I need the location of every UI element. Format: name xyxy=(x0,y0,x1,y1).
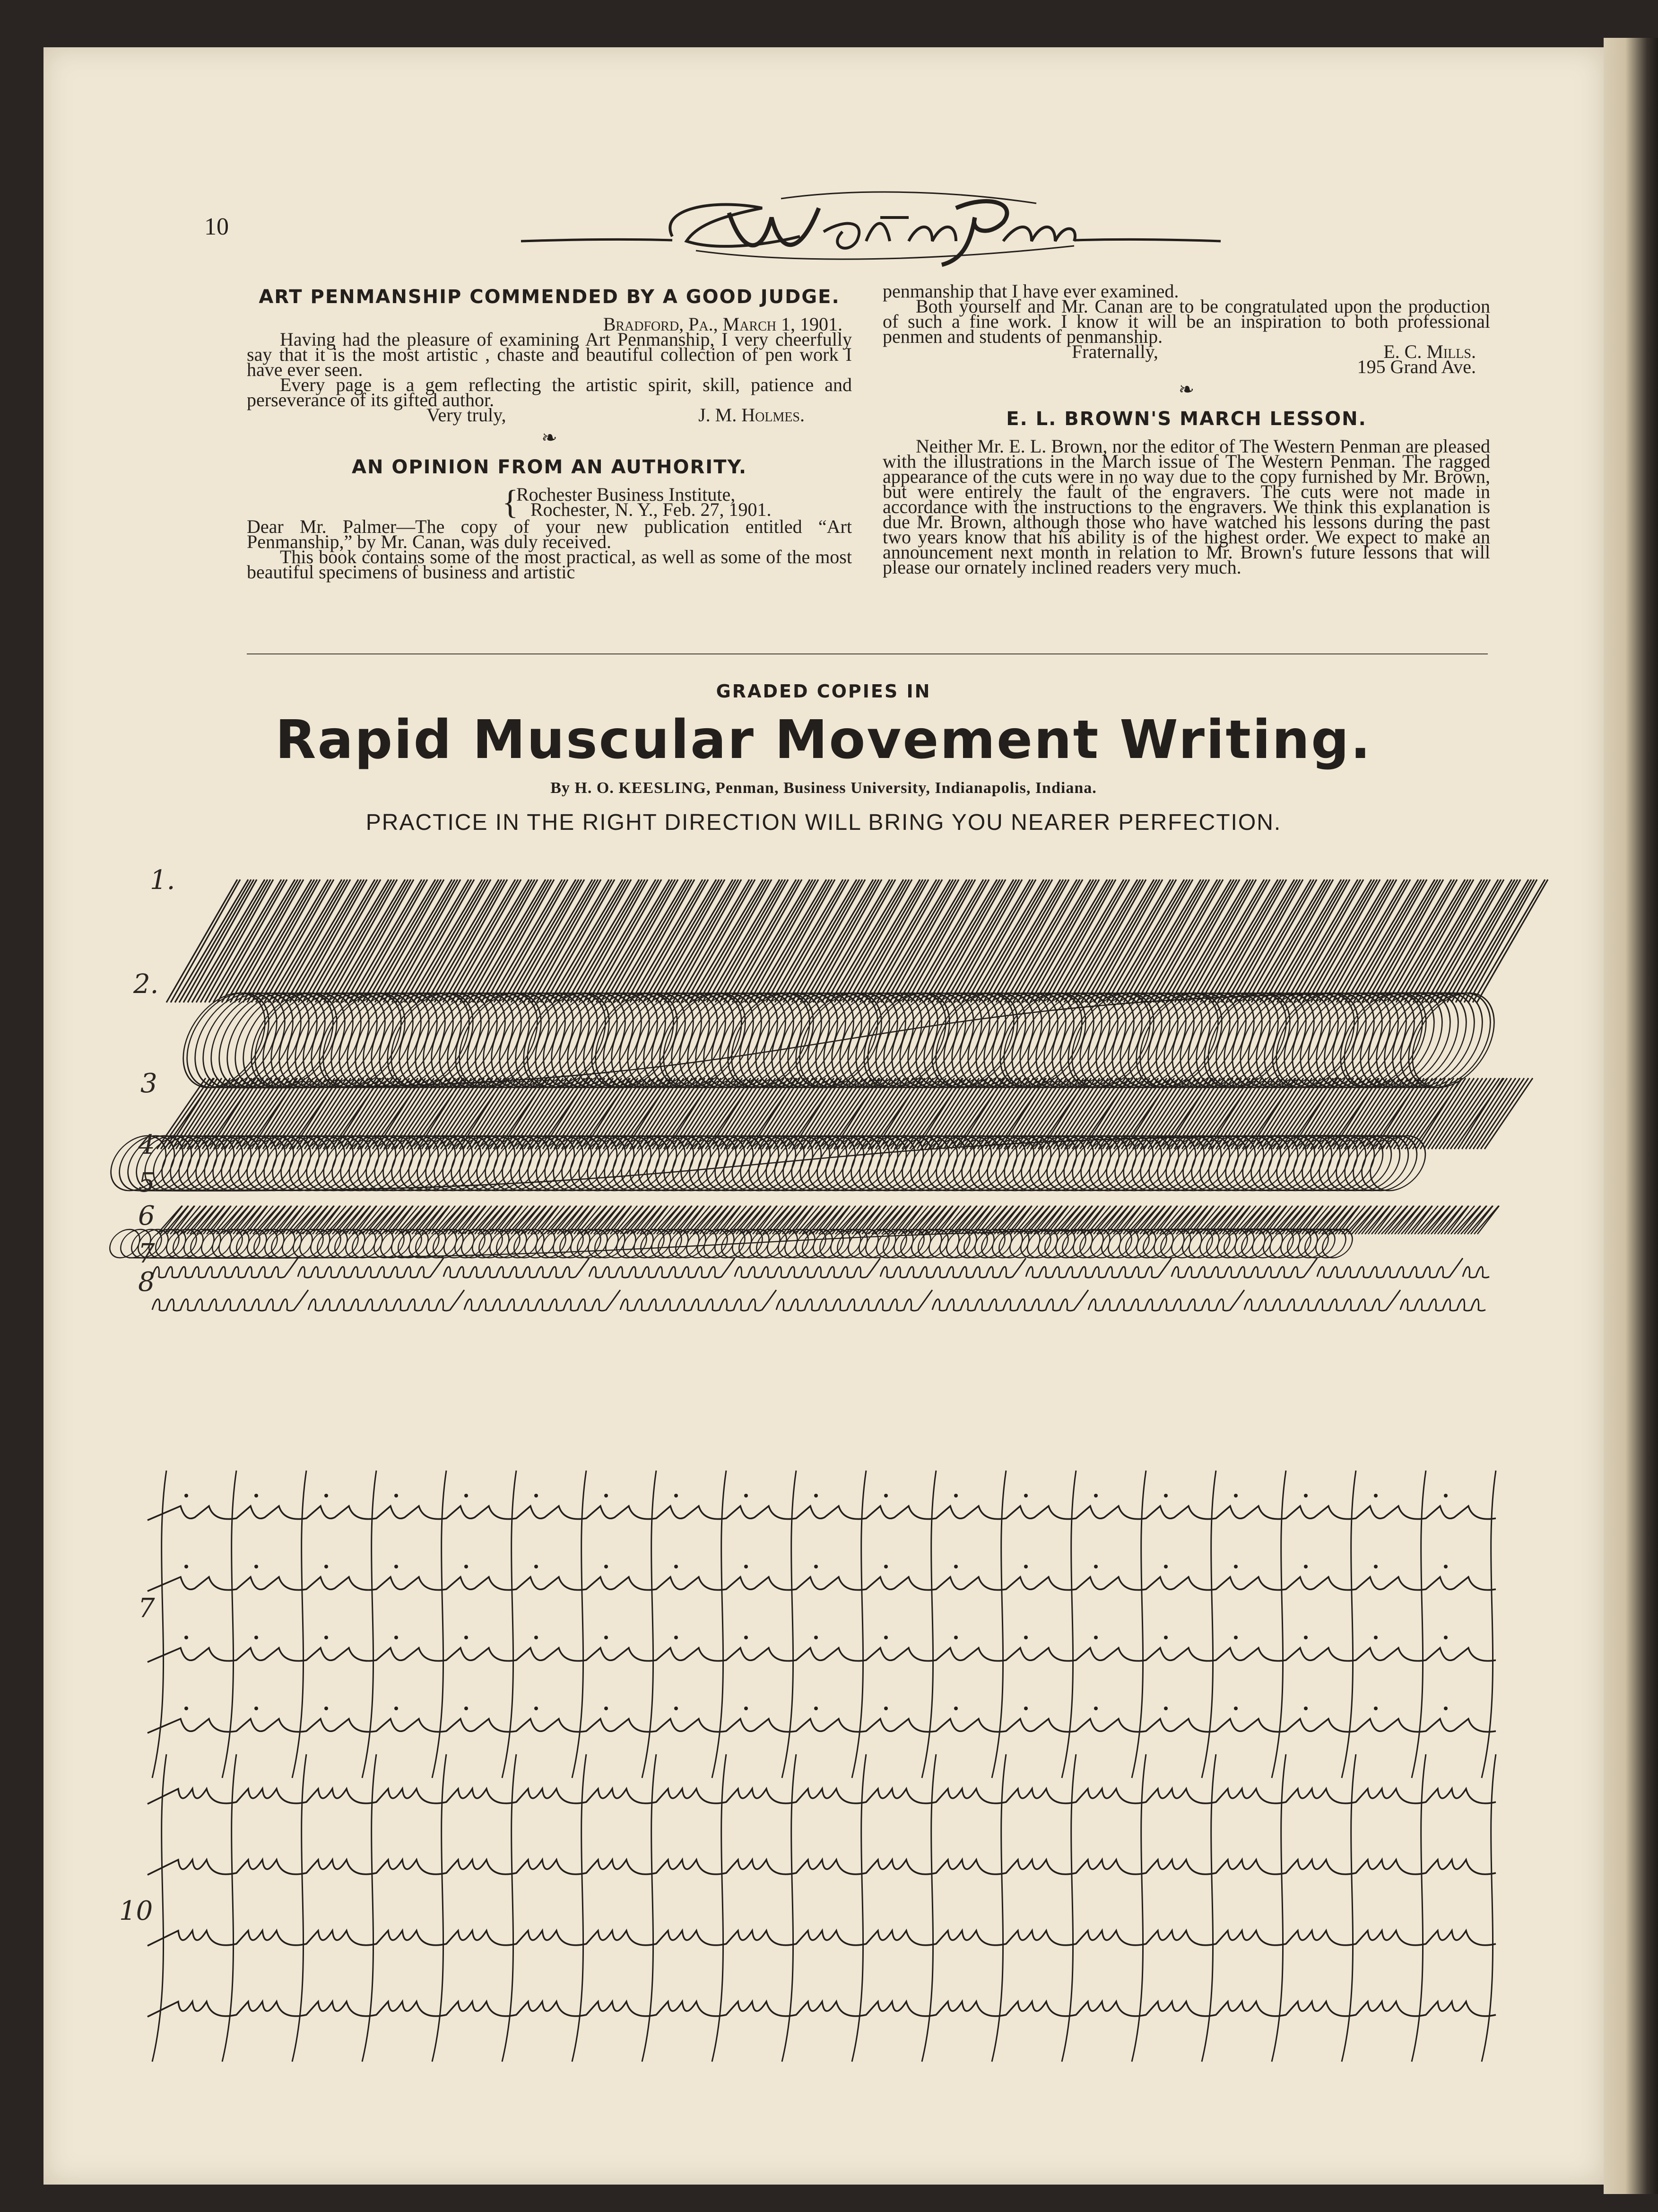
drill-number-1: 1. xyxy=(150,865,175,896)
i-dot xyxy=(954,1636,958,1639)
address-line1: Rochester Business Institute, xyxy=(516,484,736,505)
letter-row-stroke xyxy=(148,1719,1496,1733)
i-dot xyxy=(184,1565,188,1568)
letter-row-stroke xyxy=(148,2002,1496,2017)
i-dot xyxy=(814,1636,818,1639)
i-dot xyxy=(814,1707,818,1710)
i-dot xyxy=(184,1494,188,1498)
drill-ovals-6 xyxy=(106,1229,1356,1258)
i-dot xyxy=(604,1565,608,1568)
i-dot xyxy=(884,1707,888,1710)
i-dot xyxy=(1444,1636,1448,1639)
i-dot xyxy=(1304,1707,1308,1710)
i-dot xyxy=(884,1636,888,1639)
masthead-script-logo xyxy=(516,189,1225,270)
right-column xyxy=(883,280,1490,578)
drill-number-8: 8 xyxy=(138,1267,155,1298)
i-dot xyxy=(1374,1636,1378,1639)
signature-mills: E. C. Mills. xyxy=(1383,341,1476,362)
i-dot xyxy=(1024,1494,1028,1498)
drill-loops-7 xyxy=(152,1258,1489,1278)
drill-number-2: 2. xyxy=(133,969,159,1000)
magazine-page xyxy=(43,47,1604,2185)
address-line2: Rochester, N. Y., Feb. 27, 1901. xyxy=(530,499,772,520)
i-dot xyxy=(464,1565,468,1568)
i-dot xyxy=(884,1565,888,1568)
letter-row-stroke xyxy=(148,1506,1496,1520)
brace-icon: { xyxy=(502,483,519,521)
article-title-opinion: AN OPINION FROM AN AUTHORITY. xyxy=(351,456,747,478)
i-dot xyxy=(604,1494,608,1498)
article-title-brown-lesson: E. L. BROWN'S MARCH LESSON. xyxy=(1006,408,1367,430)
i-dot xyxy=(394,1707,398,1710)
i-dot xyxy=(254,1494,258,1498)
lesson-byline: By H. O. KEESLING, Penman, Business University, Indianapolis, Indiana. xyxy=(550,779,1097,797)
drill-letter-i-grid xyxy=(148,1471,1496,1778)
i-dot xyxy=(254,1636,258,1639)
i-dot xyxy=(464,1636,468,1639)
drill-number-6: 6 xyxy=(138,1201,155,1231)
drill-number-10: 10 xyxy=(119,1896,153,1926)
letter-row-stroke xyxy=(148,1931,1496,1946)
i-dot xyxy=(814,1494,818,1498)
i-dot xyxy=(534,1494,538,1498)
dateline-bradford: Bradford, Pa., March 1, 1901. xyxy=(603,314,842,335)
article-title-art-penmanship: ART PENMANSHIP COMMENDED BY A GOOD JUDGE. xyxy=(259,286,840,308)
fleuron-icon: ❧ xyxy=(541,427,557,448)
i-dot xyxy=(324,1565,328,1568)
i-dot xyxy=(1164,1565,1168,1568)
drill-illustration xyxy=(43,851,1604,2104)
article1-paragraph2: Every page is a gem reflecting the artistic spirit, skill, patience and perseverance of its gifted author. xyxy=(247,374,852,410)
i-dot xyxy=(1094,1707,1098,1710)
continuation-line: penmanship that I have ever examined. xyxy=(883,280,1179,302)
i-dot xyxy=(1024,1565,1028,1568)
i-dot xyxy=(1164,1494,1168,1498)
i-dot xyxy=(534,1565,538,1568)
i-dot xyxy=(604,1636,608,1639)
i-dot xyxy=(674,1707,678,1710)
lesson-title: Rapid Muscular Movement Writing. xyxy=(275,709,1372,771)
i-dot xyxy=(324,1707,328,1710)
loop-stroke-row xyxy=(152,1258,1489,1278)
address-grand-ave: 195 Grand Ave. xyxy=(1357,356,1476,377)
i-dot xyxy=(464,1494,468,1498)
lesson-subheading: GRADED COPIES IN xyxy=(716,681,931,702)
brown-paragraph: Neither Mr. E. L. Brown, nor the editor of The Western Penman are pleased with the illustrations in the March issue of The Western Penman. The ragged appearance of the cuts were in no way due to the copy furnished by Mr. Brown, but were entirely the fault of the engravers. The cuts were not made in accordance with the instructions to the engravers. We think this explanation is due Mr. Brown, although those who have watched his lessons during the past two years know that his ability is of the highest order. We expect to make an announcement next month in relation to Mr. Brown's future lessons that will please our ornately inclined readers very much. xyxy=(883,435,1490,578)
i-dot xyxy=(954,1494,958,1498)
i-dot xyxy=(1304,1565,1308,1568)
i-dot xyxy=(814,1565,818,1568)
i-dot xyxy=(1024,1636,1028,1639)
page-number: 10 xyxy=(204,213,229,240)
lesson-motto: PRACTICE IN THE RIGHT DIRECTION WILL BRING YOU NEARER PERFECTION. xyxy=(365,810,1282,835)
letter-row-stroke xyxy=(148,1860,1496,1875)
i-dot xyxy=(1374,1707,1378,1710)
i-dot xyxy=(1094,1494,1098,1498)
i-dot xyxy=(744,1707,748,1710)
drill-letter-u-grid xyxy=(148,1754,1496,2062)
masthead-logo xyxy=(516,189,1225,270)
i-dot xyxy=(1444,1565,1448,1568)
i-dot xyxy=(884,1494,888,1498)
letter-row-stroke xyxy=(148,1648,1496,1662)
i-dot xyxy=(604,1707,608,1710)
i-dot xyxy=(184,1707,188,1710)
adjacent-page-edge xyxy=(1604,38,1658,2194)
i-dot xyxy=(394,1636,398,1639)
letter-row-stroke xyxy=(148,1577,1496,1591)
left-column xyxy=(247,284,852,583)
drill-ovals-4 xyxy=(104,1135,1433,1191)
i-dot xyxy=(744,1636,748,1639)
i-dot xyxy=(534,1707,538,1710)
i-dot xyxy=(674,1636,678,1639)
signature-holmes: J. M. Holmes. xyxy=(698,404,805,426)
letter-row-stroke xyxy=(148,1789,1496,1804)
i-dot xyxy=(324,1636,328,1639)
i-dot xyxy=(1444,1707,1448,1710)
i-dot xyxy=(1234,1636,1238,1639)
i-dot xyxy=(1094,1636,1098,1639)
i-dot xyxy=(1234,1565,1238,1568)
i-dot xyxy=(1234,1494,1238,1498)
i-dot xyxy=(1234,1707,1238,1710)
penmanship-drills xyxy=(43,851,1604,2104)
drill-number-7b: 7 xyxy=(138,1593,155,1624)
address-block-rochester xyxy=(247,483,852,521)
drill-number-5: 5 xyxy=(138,1167,155,1198)
drill-number-4: 4 xyxy=(138,1130,155,1160)
drill-slant-strokes-1 xyxy=(166,880,1548,1002)
i-dot xyxy=(954,1707,958,1710)
i-dot xyxy=(954,1565,958,1568)
i-dot xyxy=(744,1494,748,1498)
i-dot xyxy=(1094,1565,1098,1568)
i-dot xyxy=(744,1565,748,1568)
closing-very-truly: Very truly, xyxy=(426,404,506,426)
i-dot xyxy=(394,1565,398,1568)
i-dot xyxy=(394,1494,398,1498)
article2-paragraph1: Dear Mr. Palmer—The copy of your new publication entitled “Art Penmanship,” by Mr. Canan, was duly received. xyxy=(247,516,852,552)
i-dot xyxy=(674,1494,678,1498)
i-dot xyxy=(1304,1494,1308,1498)
article2-paragraph2: This book contains some of the most practical, as well as some of the most beautiful specimens of business and artistic xyxy=(247,546,852,583)
mills-paragraph: Both yourself and Mr. Canan are to be congratulated upon the production of such a fine work. I know it will be an inspiration to both professional penmen and students of penmanship. xyxy=(883,296,1490,347)
slant-stroke-group xyxy=(166,880,1548,1002)
i-dot xyxy=(464,1707,468,1710)
i-dot xyxy=(254,1565,258,1568)
i-dot xyxy=(1164,1636,1168,1639)
i-dot xyxy=(1444,1494,1448,1498)
i-dot xyxy=(1164,1707,1168,1710)
i-dot xyxy=(254,1707,258,1710)
i-dot xyxy=(674,1565,678,1568)
i-dot xyxy=(184,1636,188,1639)
i-dot xyxy=(1374,1494,1378,1498)
drill-loops-8 xyxy=(152,1290,1485,1311)
loop-stroke-row xyxy=(152,1290,1485,1311)
drill-ovals-2 xyxy=(171,993,1506,1088)
i-dot xyxy=(1374,1565,1378,1568)
section-divider xyxy=(247,653,1488,654)
closing-fraternally: Fraternally, xyxy=(1072,341,1158,362)
i-dot xyxy=(1304,1636,1308,1639)
article1-paragraph1: Having had the pleasure of examining Art Penmanship, I very cheerfully say that it is the most artistic , chaste and beautiful collection of pen work I have ever seen. xyxy=(247,329,852,380)
i-dot xyxy=(324,1494,328,1498)
i-dot xyxy=(1024,1707,1028,1710)
drill-number-7: 7 xyxy=(138,1238,155,1269)
fleuron-icon: ❧ xyxy=(1178,379,1195,400)
drill-number-3: 3 xyxy=(140,1068,157,1099)
i-dot xyxy=(534,1636,538,1639)
